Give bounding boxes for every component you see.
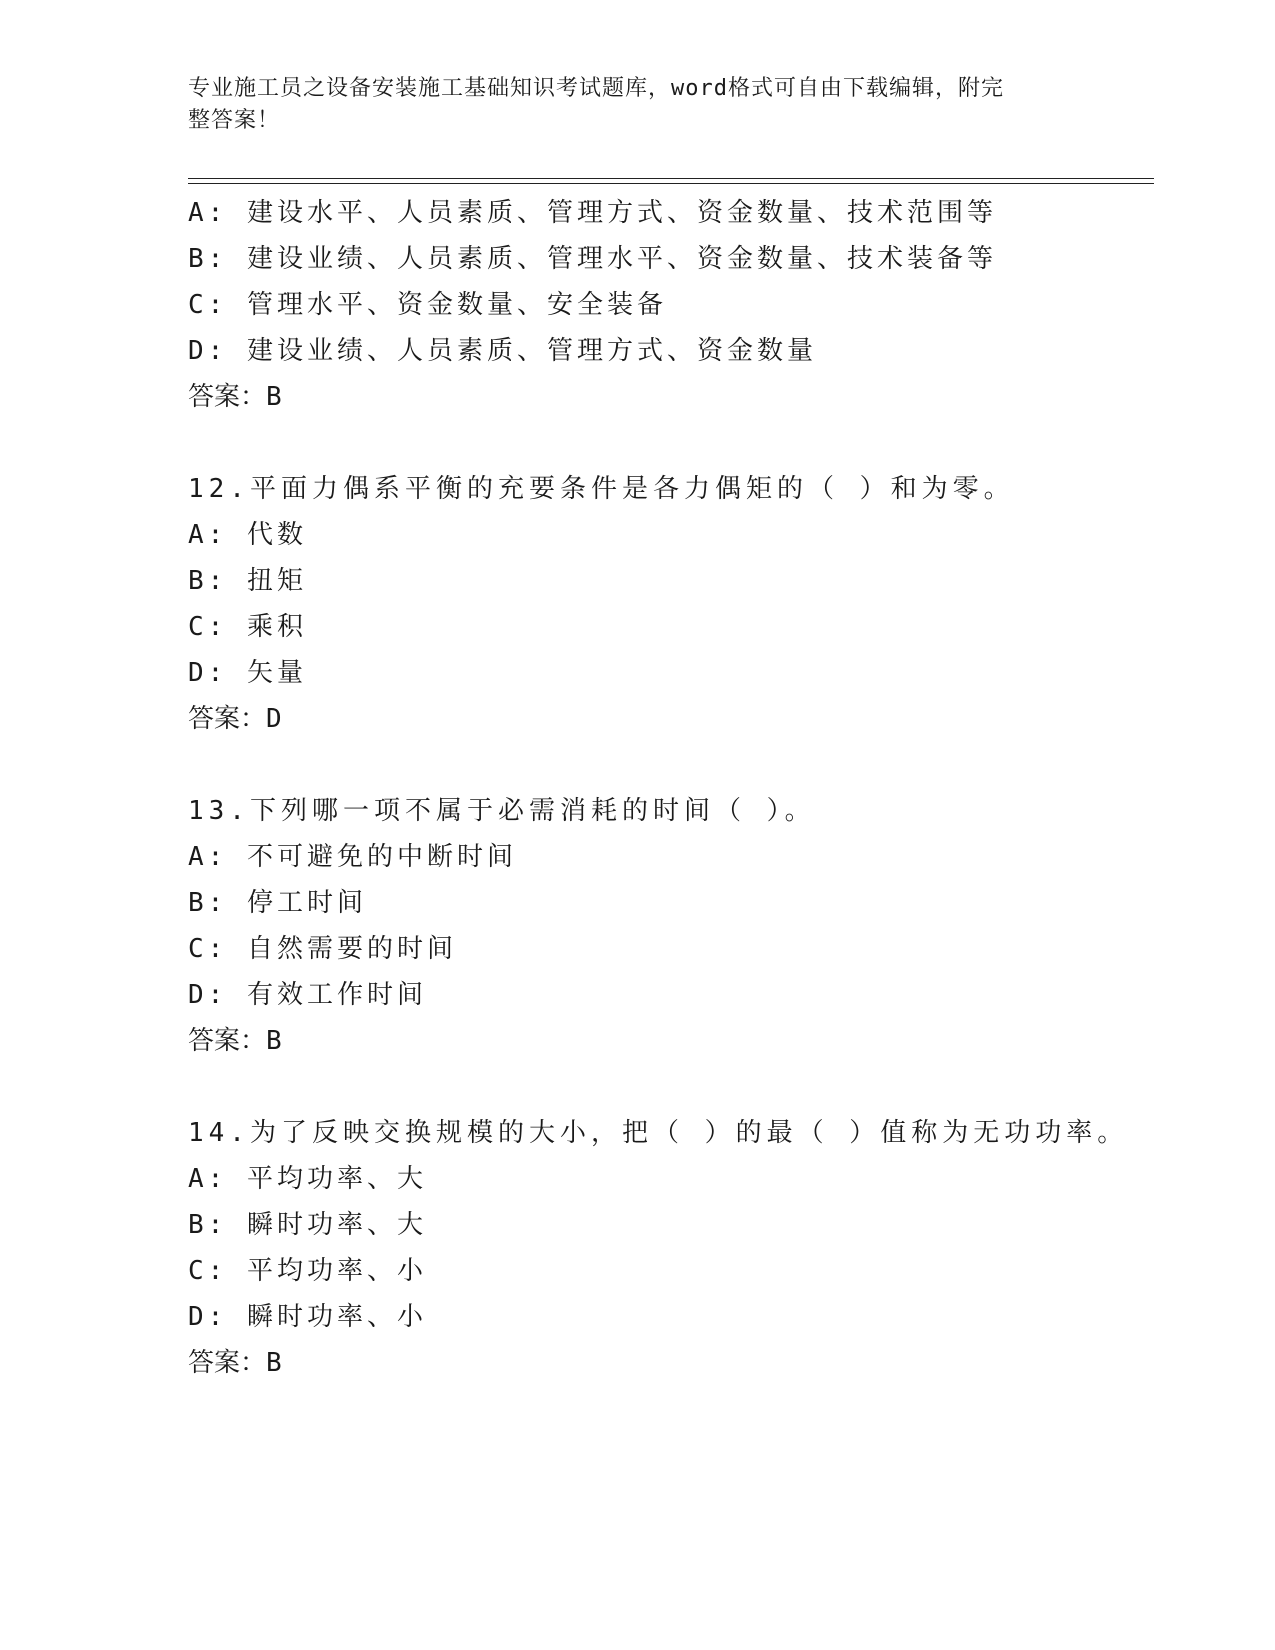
option-a: A: 平均功率、大 [188,1164,427,1194]
spacer [188,742,1148,788]
option-a: A: 代数 [188,520,307,550]
option-c: C: 自然需要的时间 [188,934,457,964]
option-c: C: 平均功率、小 [188,1256,427,1286]
option-d: D: 矢量 [188,658,307,688]
question-block-13 [188,788,1148,1064]
answer-line: 答案：B [188,1348,282,1378]
option-b: B: 扭矩 [188,566,307,596]
spacer [188,1064,1148,1110]
answer-line: 答案：B [188,382,282,412]
header-line-1: 专业施工员之设备安装施工基础知识考试题库，word格式可自由下载编辑，附完 [188,76,1004,101]
option-d: D: 建设业绩、人员素质、管理方式、资金数量 [188,336,817,366]
header-line-2: 整答案！ [188,108,281,133]
option-a: A: 不可避免的中断时间 [188,842,517,872]
answer-line: 答案：B [188,1026,282,1056]
question-text: 13.下列哪一项不属于必需消耗的时间（ ）。 [188,796,816,826]
header-divider-bottom [188,183,1154,184]
answer-line: 答案：D [188,704,282,734]
document-header [188,73,1088,137]
question-block-12 [188,466,1148,742]
question-text: 12.平面力偶系平衡的充要条件是各力偶矩的（ ）和为零。 [188,474,1015,504]
spacer [188,420,1148,466]
option-b: B: 停工时间 [188,888,367,918]
question-block-prev [188,190,1148,420]
option-c: C: 乘积 [188,612,307,642]
option-a: A: 建设水平、人员素质、管理方式、资金数量、技术范围等 [188,198,997,228]
option-d: D: 瞬时功率、小 [188,1302,427,1332]
question-block-14 [188,1110,1148,1386]
option-d: D: 有效工作时间 [188,980,427,1010]
header-divider-top [188,178,1154,179]
question-list [188,190,1148,1386]
option-b: B: 建设业绩、人员素质、管理水平、资金数量、技术装备等 [188,244,997,274]
option-b: B: 瞬时功率、大 [188,1210,427,1240]
option-c: C: 管理水平、资金数量、安全装备 [188,290,667,320]
question-text: 14.为了反映交换规模的大小，把（ ）的最（ ）值称为无功功率。 [188,1118,1129,1148]
